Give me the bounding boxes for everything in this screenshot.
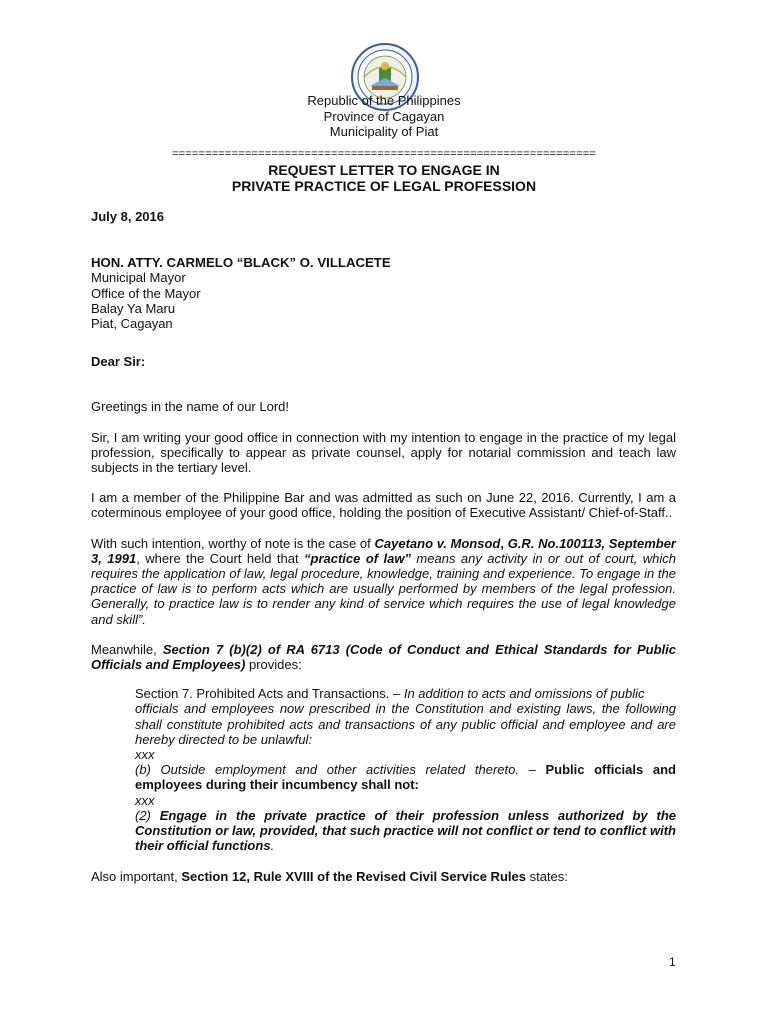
case-practice-of-law: “practice of law” xyxy=(304,550,411,566)
addressee-line-3: Balay Ya Maru xyxy=(91,300,176,316)
header-divider: ================================================================ xyxy=(172,148,596,160)
header-line-municipality: Municipality of Piat xyxy=(329,124,439,139)
letter-body xyxy=(91,209,676,884)
quote-2-label: (2) xyxy=(135,807,160,823)
paragraph-intention: Sir, I am writing your good office in connection with my intention to engage in the practice of my legal profession, specifically to appear as private counsel, apply for notarial commission and teach law subjects in the tertiary level. xyxy=(91,429,676,476)
case-name: Cayetano v. Monsod xyxy=(374,535,501,551)
quote-paragraph: officials and employees now prescribed in the Constitution and existing laws, the following shall constitute prohibited acts and transactions of any public official and employee and are hereby directed to be unlawful: xyxy=(135,701,676,747)
paragraph-case-citation xyxy=(91,536,676,627)
quote-intro: In addition to acts and omissions of public xyxy=(403,686,645,702)
paragraph-ra6713 xyxy=(91,642,676,672)
quote-xxx-2: xxx xyxy=(135,792,155,808)
letter-title xyxy=(0,162,768,194)
quote-xxx-1: xxx xyxy=(135,747,155,763)
case-comma: , xyxy=(500,535,508,551)
addressee-line-4: Piat, Cagayan xyxy=(91,316,173,332)
salutation: Dear Sir: xyxy=(91,354,146,370)
csr-states: states: xyxy=(525,868,568,884)
ra6713-citation: Section 7 (b)(2) of RA 6713 (Code of Conduct and Ethical Standards for Public Officials and Employees) xyxy=(91,641,676,673)
quote-line-1 xyxy=(135,686,676,701)
paragraph-civil-service-rules xyxy=(91,869,676,884)
quote-2-bold: Engage in the private practice of their profession unless authorized by the Constitution or law, provided, that such practice will not conflict or tend to conflict with their official functions xyxy=(135,807,676,854)
letter-date: July 8, 2016 xyxy=(91,209,164,224)
csr-citation: Section 12, Rule XVIII of the Revised Civil Service Rules xyxy=(181,868,526,884)
quote-b-bold: Public officials and employees during their incumbency shall not: xyxy=(135,762,676,793)
case-intro-text: With such intention, worthy of note is the case of xyxy=(91,535,375,551)
quote-subsection-2 xyxy=(135,808,676,854)
page-number: 1 xyxy=(669,955,676,969)
header-address xyxy=(0,93,768,140)
addressee-line-1: Municipal Mayor xyxy=(91,270,186,286)
case-definition-text: means any activity in or out of court, which requires the application of law, legal procedure, knowledge, training and experience. To engage in the practice of law is to perform acts which are usually performed by members of the legal profession. Generally, to practice law is to render any kind of service which requires the use of legal knowledge and skill”. xyxy=(91,550,677,627)
quote-subsection-b xyxy=(135,762,676,792)
addressee-line-2: Office of the Mayor xyxy=(91,285,201,301)
ra6713-intro: Meanwhile, xyxy=(91,641,163,657)
greeting: Greetings in the name of our Lord! xyxy=(91,399,290,415)
title-line-2: PRIVATE PRACTICE OF LEGAL PROFESSION xyxy=(231,178,537,194)
quote-b-text: (b) Outside employment and other activities related thereto. – xyxy=(135,762,546,778)
quoted-section-7 xyxy=(135,686,676,853)
header-line-republic: Republic of the Philippines xyxy=(307,93,461,108)
case-held-text: , where the Court held that xyxy=(136,550,305,566)
quote-section-heading: Section 7. Prohibited Acts and Transactions. – xyxy=(135,686,404,702)
ra6713-provides: provides: xyxy=(245,657,302,673)
csr-intro: Also important, xyxy=(91,868,182,884)
addressee-name: HON. ATTY. CARMELO “BLACK” O. VILLACETE xyxy=(91,255,391,271)
paragraph-bar-membership: I am a member of the Philippine Bar and was admitted as such on June 22, 2016. Currently, I am a coterminous employee of your good office, holding the position of Executive Assistant/ Chief-of-Staff.. xyxy=(91,490,676,521)
title-line-1: REQUEST LETTER TO ENGAGE IN xyxy=(268,162,500,178)
header-line-province: Province of Cagayan xyxy=(323,108,445,124)
case-gr-number: G.R. No.100113, September 3, 1991 xyxy=(91,535,676,566)
quote-2-period: . xyxy=(270,838,275,854)
